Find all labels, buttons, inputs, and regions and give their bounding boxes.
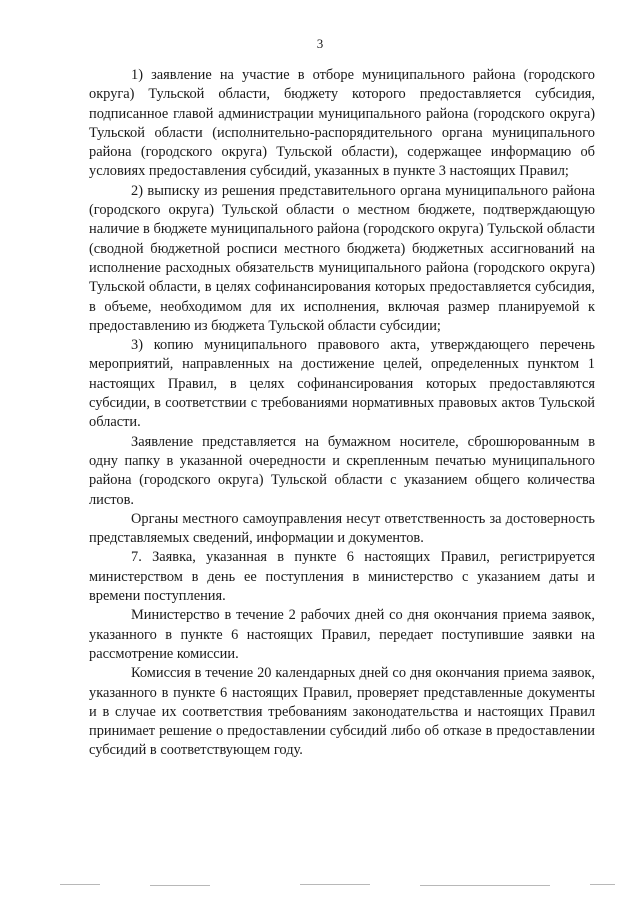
scan-artifact — [300, 884, 370, 885]
document-body — [89, 66, 595, 761]
paragraph-paper-submission: Заявление представляется на бумажном носителе, сброшюрованным в одну папку в указанной очередности и скрепленным печатью муниципального района (городского округа) Тульской области с указанием общего количества листов. — [89, 433, 595, 508]
paragraph-commission-review: Комиссия в течение 20 календарных дней со дня окончания приема заявок, указанного в пункте 6 настоящих Правил, проверяет представленные документы и в случае их соответствия требованиям законодательства и настоящих Правил принимает решение о предоставлении субсидий либо об отказе в предоставлении субсидий в соответствующем году. — [89, 665, 595, 759]
scan-artifact — [60, 884, 100, 885]
scan-artifact — [420, 885, 550, 886]
scan-artifact — [590, 884, 615, 885]
paragraph-item-1-application: 1) заявление на участие в отборе муниципального района (городского округа) Тульской области, бюджету которого предоставляется субсидия, подписанное главой администрации муниципального района (городского округа) Тульской области (исполнительно-распорядительного органа муниципального района (городского округа) Тульской области), содержащее информацию об условиях предоставления субсидий, указанных в пункте 3 настоящих Правил; — [89, 67, 595, 180]
paragraph-item-3-legal-act-copy: 3) копию муниципального правового акта, утверждающего перечень мероприятий, направленных на достижение целей, определенных пунктом 1 настоящих Правил, в целях софинансирования которых предоставляются субсидии, в соответствии с требованиями нормативных правовых актов Тульской области. — [89, 337, 595, 431]
scan-artifact — [150, 885, 210, 886]
page-number: 3 — [316, 36, 324, 51]
paragraph-section-7-registration: 7. Заявка, указанная в пункте 6 настоящих Правил, регистрируется министерством в день ее поступления в министерство с указанием даты и времени поступления. — [89, 549, 595, 605]
paragraph-responsibility: Органы местного самоуправления несут ответственность за достоверность представляемых сведений, информации и документов. — [89, 510, 595, 547]
paragraph-item-2-budget-extract: 2) выписку из решения представительного органа муниципального района (городского округа) Тульской области о местном бюджете, подтверждающую наличие в бюджете муниципального района (городского округа) Тульской области (сводной бюджетной росписи местного бюджета) бюджетных ассигнований на исполнение расходных обязательств муниципального района (городского округа) Тульской области, в целях софинансирования которых предоставляется субсидия, в объеме, необходимом для их исполнения, включая размер планируемой к предоставлению из бюджета Тульской области субсидии; — [89, 182, 595, 334]
paragraph-ministry-transfer: Министерство в течение 2 рабочих дней со дня окончания приема заявок, указанного в пункте 6 настоящих Правил, передает поступившие заявки на рассмотрение комиссии. — [89, 607, 595, 662]
